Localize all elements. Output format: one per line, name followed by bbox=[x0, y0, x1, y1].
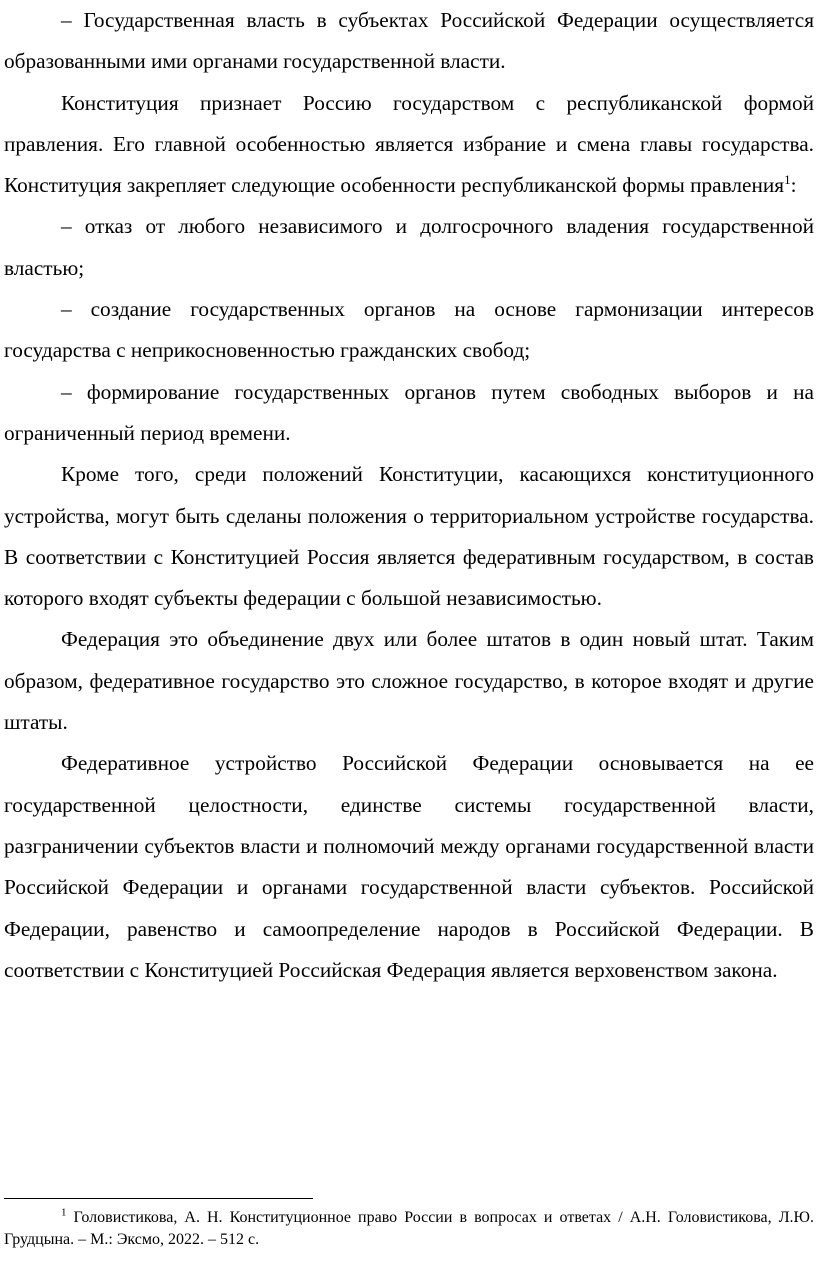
paragraph-8: Федеративное устройство Российской Федерации основывается на ее государственной целостности, единстве системы государственной власти, разграничении субъектов власти и полномочий между органами государственной власти Российской Федерации и органами государственной власти субъектов. Российской Федерации, равенство и самоопределение народов в Российской Федерации. В соответствии с Конституцией Российская Федерация является верховенством закона. bbox=[4, 751, 814, 982]
paragraph-2-colon: : bbox=[790, 173, 797, 198]
footnote-reference[interactable]: 1 bbox=[784, 172, 791, 188]
paragraph-3: – отказ от любого независимого и долгосрочного владения государственной властью; bbox=[4, 214, 814, 280]
footnote bbox=[4, 1207, 814, 1251]
paragraph-5: – формирование государственных органов путем свободных выборов и на ограниченный период времени. bbox=[4, 379, 814, 445]
paragraph-2-text: Конституция признает Россию государством с республиканской формой правления. Его главной особенностью является избрание и смена главы государства. Конституция закрепляет следующие особенности республиканской формы правления bbox=[4, 90, 814, 198]
body-text bbox=[4, 0, 814, 991]
footnote-number: 1 bbox=[61, 1206, 67, 1219]
paragraph-4: – создание государственных органов на основе гармонизации интересов государства с неприкосновенностью гражданских свобод; bbox=[4, 297, 814, 363]
paragraph-2 bbox=[4, 83, 814, 207]
footnote-text: Головистикова, А. Н. Конституционное право России в вопросах и ответах / А.Н. Головистикова, Л.Ю. Грудцына. – М.: Эксмо, 2022. – 512 с. bbox=[4, 1209, 814, 1248]
paragraph-7: Федерация это объединение двух или более штатов в один новый штат. Таким образом, федеративное государство это сложное государство, в которое входят и другие штаты. bbox=[4, 627, 814, 735]
paragraph-1: – Государственная власть в субъектах Российской Федерации осуществляется образованными ими органами государственной власти. bbox=[4, 8, 814, 74]
paragraph-6: Кроме того, среди положений Конституции, касающихся конституционного устройства, могут быть сделаны положения о территориальном устройстве государства. В соответствии с Конституцией Россия является федеративным государством, в состав которого входят субъекты федерации с большой независимостью. bbox=[4, 462, 814, 611]
footnote-separator bbox=[4, 1198, 313, 1199]
